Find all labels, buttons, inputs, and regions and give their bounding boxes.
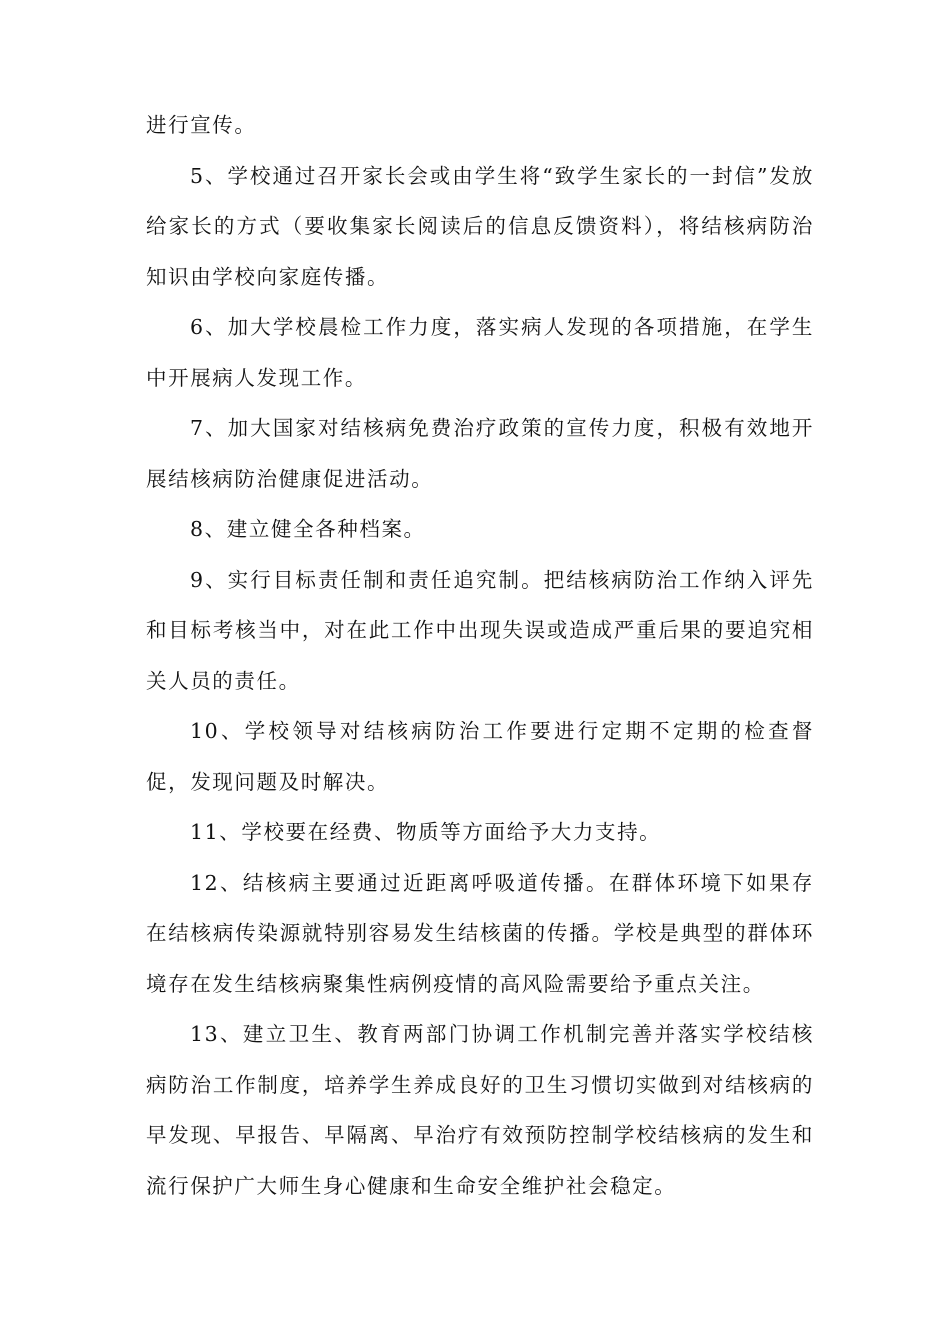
paragraph-item-9: 9、实行目标责任制和责任追究制。把结核病防治工作纳入评先和目标考核当中，对在此工作中出现失误或造成严重后果的要追究相关人员的责任。 [146, 567, 814, 693]
paragraph-continuation: 进行宣传。 [146, 113, 257, 137]
paragraph-item-10: 10、学校领导对结核病防治工作要进行定期不定期的检查督促，发现问题及时解决。 [146, 719, 814, 794]
paragraph-item-8: 8、建立健全各种档案。 [190, 517, 426, 541]
document-body [146, 100, 814, 1211]
paragraph-item-11: 11、学校要在经费、物质等方面给予大力支持。 [190, 820, 662, 844]
paragraph-item-7: 7、加大国家对结核病免费治疗政策的宣传力度，积极有效地开展结核病防治健康促进活动。 [146, 416, 814, 491]
paragraph-item-5: 5、学校通过召开家长会或由学生将“致学生家长的一封信”发放给家长的方式（要收集家长阅读后的信息反馈资料），将结核病防治知识由学校向家庭传播。 [146, 163, 814, 289]
paragraph-item-6: 6、加大学校晨检工作力度，落实病人发现的各项措施，在学生中开展病人发现工作。 [146, 315, 814, 390]
paragraph-item-12: 12、结核病主要通过近距离呼吸道传播。在群体环境下如果存在结核病传染源就特别容易发生结核菌的传播。学校是典型的群体环境存在发生结核病聚集性病例疫情的高风险需要给予重点关注。 [146, 870, 814, 996]
paragraph-item-13: 13、建立卫生、教育两部门协调工作机制完善并落实学校结核病防治工作制度，培养学生养成良好的卫生习惯切实做到对结核病的早发现、早报告、早隔离、早治疗有效预防控制学校结核病的发生和流行保护广大师生身心健康和生命安全维护社会稳定。 [146, 1022, 814, 1198]
